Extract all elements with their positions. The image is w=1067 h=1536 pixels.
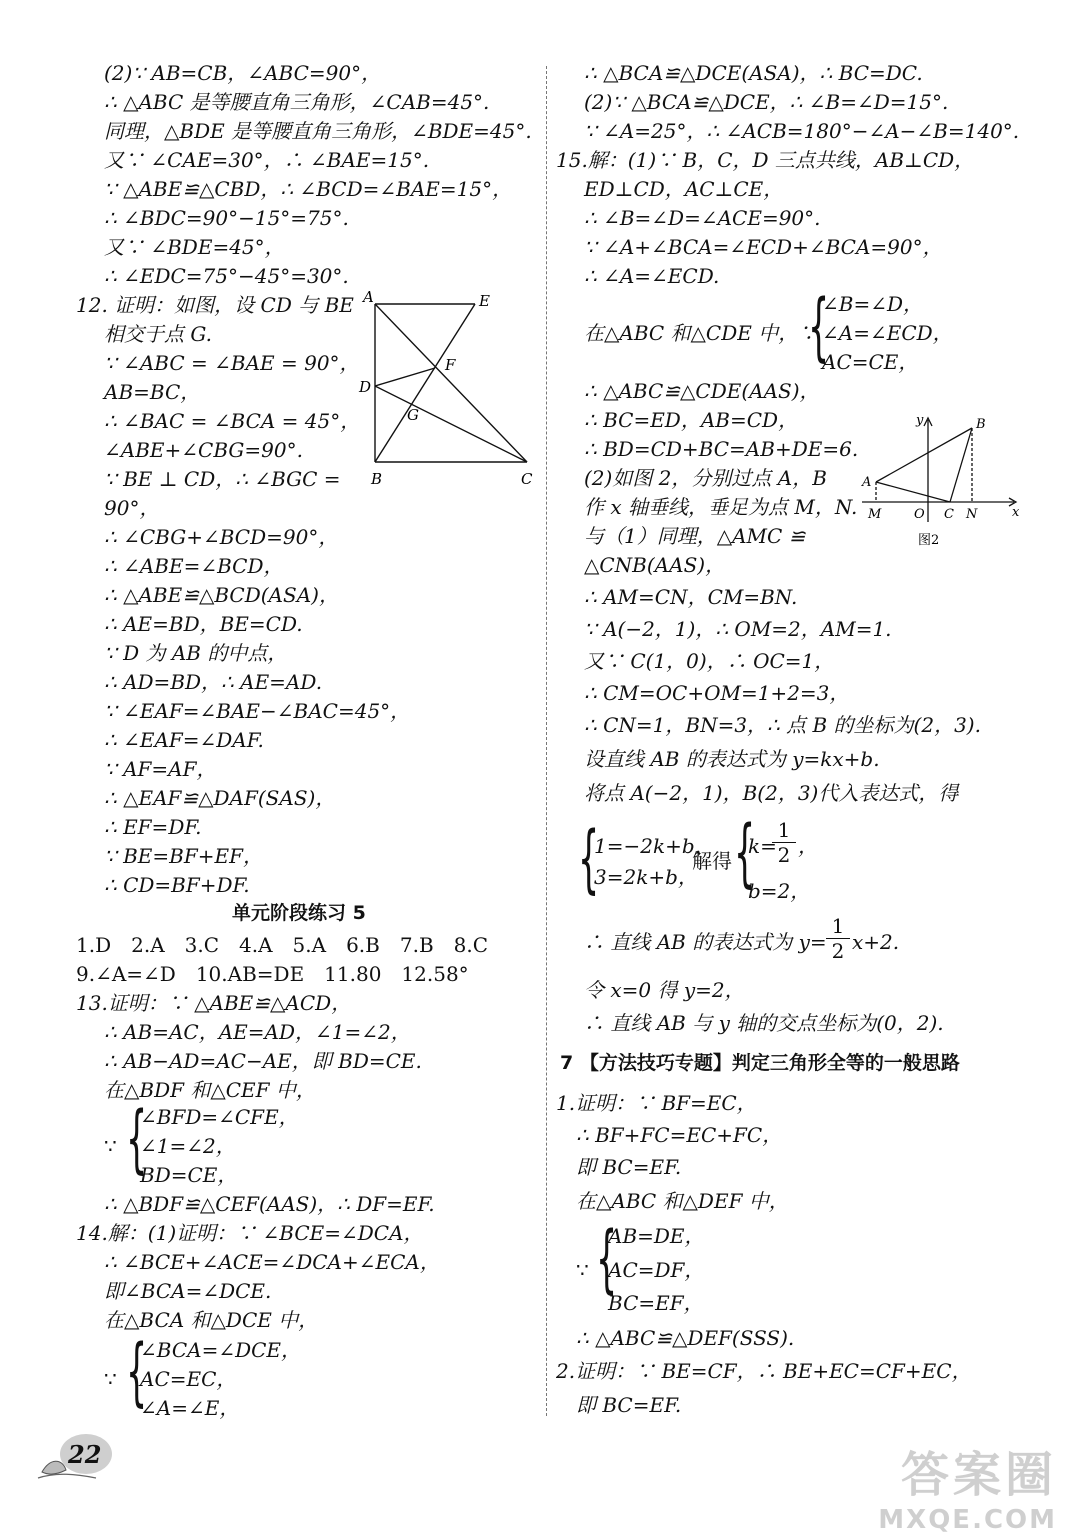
label-M: M bbox=[868, 507, 882, 522]
numerator: 1 bbox=[826, 914, 850, 939]
text-line: ∴ ∠EAF=∠DAF. bbox=[104, 728, 264, 752]
label-y: y bbox=[916, 413, 924, 428]
label-O: O bbox=[914, 507, 925, 522]
text-line: ∴ AE=BD，BE=CD. bbox=[104, 612, 303, 636]
text-line: (2)如图 2，分别过点 A，B bbox=[584, 466, 827, 490]
label-G: G bbox=[407, 406, 419, 424]
brace-line: ∠BCA=∠DCE， bbox=[140, 1338, 302, 1362]
brace-icon: { bbox=[596, 1216, 618, 1302]
text-line: ∵ ∠A=25°，∴ ∠ACB=180°−∠A−∠B=140°. bbox=[584, 119, 1020, 143]
text-line: 与（1）同理，△AMC ≌ bbox=[584, 524, 806, 548]
text-line: 令 x=0 得 y=2， bbox=[584, 978, 745, 1002]
section-7-title: 7 【方法技巧专题】判定三角形全等的一般思路 bbox=[560, 1052, 960, 1074]
text-line: 又∵ C(1，0)，∴ OC=1， bbox=[584, 649, 835, 673]
text-line: ∴ △BCA≌△DCE(ASA)，∴ BC=DC. bbox=[584, 61, 923, 85]
text-line: ∴ ∠A=∠ECD. bbox=[584, 264, 720, 288]
text-line: 在△BDF 和△CEF 中， bbox=[104, 1078, 316, 1102]
text-line: ∴ CD=BF+DF. bbox=[104, 873, 250, 897]
segment-EB bbox=[375, 304, 475, 462]
brace-icon: { bbox=[126, 1329, 148, 1415]
text-line: ∠ABE+∠CBG=90°. bbox=[104, 438, 303, 462]
label-N: N bbox=[966, 507, 978, 522]
text-line: ∵ BE=BF+EF， bbox=[104, 844, 263, 868]
text-line: (2)∵ △BCA≌△DCE，∴ ∠B=∠D=15°. bbox=[584, 90, 949, 114]
brace-line: AC=DF， bbox=[608, 1258, 705, 1282]
text-line: 在△ABC 和△CDE 中，∵ bbox=[584, 321, 819, 345]
column-divider bbox=[546, 66, 547, 1416]
denominator: 2 bbox=[777, 843, 791, 867]
equation-line: 3=2k+b， bbox=[594, 865, 698, 889]
brace-line: BC=EF， bbox=[608, 1291, 704, 1315]
text-line: △CNB(AAS)， bbox=[584, 553, 726, 577]
segment-AC bbox=[876, 482, 950, 502]
watermark-url: MXQE.COM bbox=[878, 1505, 1057, 1535]
label-E: E bbox=[479, 292, 490, 310]
text-line: ∴ △ABC≌△DEF(SSS). bbox=[576, 1326, 795, 1350]
because-symbol: ∵ bbox=[104, 1134, 117, 1158]
equation-line: k= bbox=[748, 834, 777, 858]
question-12: 12. 证明：如图，设 CD 与 BE bbox=[76, 293, 354, 317]
text-line: ∴ CN=1，BN=3，∴ 点 B 的坐标为(2，3). bbox=[584, 713, 981, 737]
label-D: D bbox=[359, 378, 372, 396]
solve-word: 解得 bbox=[692, 849, 732, 873]
text-line: ∴ BD=CD+BC=AB+DE=6. bbox=[584, 437, 859, 461]
text-line: 在△BCA 和△DCE 中， bbox=[104, 1308, 319, 1332]
label-x: x bbox=[1012, 505, 1020, 520]
text-line: ∴ BC=ED，AB=CD， bbox=[584, 408, 799, 432]
segment-DF bbox=[375, 368, 435, 386]
brace-line: AC=CE， bbox=[822, 350, 919, 374]
brace-icon: { bbox=[734, 810, 756, 896]
figure-q12 bbox=[355, 288, 545, 488]
comma: ， bbox=[798, 834, 818, 858]
text-line: ∴ AB=AC，AE=AD，∠1=∠2， bbox=[104, 1020, 411, 1044]
text-line: ∴ CM=OC+OM=1+2=3， bbox=[584, 681, 850, 705]
brace-line: AC=EC， bbox=[140, 1367, 237, 1391]
s7-question-2: 2.证明：∵ BE=CF，∴ BE+EC=CF+EC， bbox=[556, 1359, 972, 1383]
brace-icon: { bbox=[808, 284, 830, 370]
text-line: 即 BC=EF. bbox=[576, 1155, 682, 1179]
text-line: ∴ AB−AD=AC−AE，即 BD=CE. bbox=[104, 1049, 422, 1073]
figure-caption: 图2 bbox=[918, 533, 940, 548]
text-line: ∴ ∠BCE+∠ACE=∠DCA+∠ECA， bbox=[104, 1250, 440, 1274]
brace-line: BD=CE， bbox=[140, 1163, 238, 1187]
fraction bbox=[826, 914, 850, 963]
label-B: B bbox=[976, 417, 986, 432]
text-line: ∴ △BDF≌△CEF(AAS)，∴ DF=EF. bbox=[104, 1192, 435, 1216]
segment-AC bbox=[375, 304, 527, 462]
equation-line: b=2， bbox=[748, 879, 811, 903]
because-symbol: ∵ bbox=[104, 1367, 117, 1391]
brace-line: ∠BFD=∠CFE， bbox=[140, 1105, 299, 1129]
text-line: 相交于点 G. bbox=[104, 322, 212, 346]
text-line: ∵ ∠EAF=∠BAE−∠BAC=45°， bbox=[104, 699, 411, 723]
question-14: 14.解：(1)证明：∵ ∠BCE=∠DCA， bbox=[76, 1221, 424, 1245]
answers-row-1: 1.D 2.A 3.C 4.A 5.A 6.B 7.B 8.C bbox=[76, 933, 489, 957]
brace-line: AB=DE， bbox=[608, 1224, 705, 1248]
brace-line: ∠B=∠D， bbox=[822, 292, 924, 316]
text-line: ∵ ∠A+∠BCA=∠ECD+∠BCA=90°， bbox=[584, 235, 943, 259]
text-line: ∵ AF=AF， bbox=[104, 757, 217, 781]
text-line: 即 BC=EF. bbox=[576, 1393, 682, 1417]
text-line: ∵ ∠ABC = ∠BAE = 90°， bbox=[104, 351, 360, 375]
text-line: ∴ ∠ABE=∠BCD， bbox=[104, 554, 284, 578]
text-line: ∵ D 为 AB 的中点， bbox=[104, 641, 288, 665]
text-line: ∴ EF=DF. bbox=[104, 815, 202, 839]
label-A: A bbox=[363, 288, 374, 306]
text-line: AB=BC， bbox=[104, 380, 201, 404]
watermark-text: 答案圈 bbox=[900, 1447, 1057, 1503]
text-line: (2)∵ AB=CB，∠ABC=90°， bbox=[104, 61, 382, 85]
because-symbol: ∵ bbox=[576, 1258, 589, 1282]
text-line: ∴ △ABC≌△CDE(AAS)， bbox=[584, 379, 820, 403]
brace-line: ∠A=∠ECD， bbox=[822, 321, 953, 345]
text-line: ∴ AD=BD，∴ AE=AD. bbox=[104, 670, 323, 694]
equation-line: 1=−2k+b， bbox=[594, 834, 715, 858]
text-line: 又∵ ∠CAE=30°，∴ ∠BAE=15°. bbox=[104, 148, 430, 172]
question-15: 15.解：(1)∵ B，C，D 三点共线，AB⊥CD， bbox=[556, 148, 975, 172]
text-line: ∴ 直线 AB 的表达式为 y= bbox=[584, 930, 827, 954]
text-line: 同理，△BDE 是等腰直角三角形，∠BDE=45°. bbox=[104, 119, 532, 143]
page-number-badge bbox=[36, 1428, 118, 1484]
text-line: ∵ △ABE≌△CBD，∴ ∠BCD=∠BAE=15°， bbox=[104, 177, 513, 201]
text-line: 将点 A(−2，1)，B(2，3)代入表达式，得 bbox=[584, 781, 959, 805]
text-line: ∴ BF+FC=EC+FC， bbox=[576, 1123, 783, 1147]
page-number: 22 bbox=[68, 1440, 102, 1469]
s7-question-1: 1.证明：∵ BF=EC， bbox=[556, 1091, 757, 1115]
text-line: ∴ △ABC 是等腰直角三角形，∠CAB=45°. bbox=[104, 90, 490, 114]
segment-AB bbox=[876, 428, 972, 482]
fraction bbox=[772, 818, 796, 867]
label-B: B bbox=[371, 470, 383, 488]
segment-DC bbox=[375, 386, 527, 462]
text-line: 作 x 轴垂线，垂足为点 M，N. bbox=[584, 495, 858, 519]
text-line: ∴ 直线 AB 与 y 轴的交点坐标为(0，2). bbox=[584, 1011, 944, 1035]
text-line: 又∵ ∠BDE=45°， bbox=[104, 235, 285, 259]
brace-line: ∠1=∠2， bbox=[140, 1134, 236, 1158]
text-line: ∴ ∠BDC=90°−15°=75°. bbox=[104, 206, 349, 230]
text-line: ∴ ∠CBG+∠BCD=90°， bbox=[104, 525, 339, 549]
text-line: ED⊥CD，AC⊥CE， bbox=[584, 177, 784, 201]
unit-title: 单元阶段练习 5 bbox=[232, 902, 366, 924]
text-line: x+2. bbox=[852, 930, 900, 954]
numerator: 1 bbox=[772, 818, 796, 843]
question-13: 13.证明：∵ △ABE≌△ACD， bbox=[76, 991, 352, 1015]
answers-row-2: 9.∠A=∠D 10.AB=DE 11.80 12.58° bbox=[76, 962, 469, 986]
label-F: F bbox=[445, 356, 456, 374]
text-line: 在△ABC 和△DEF 中， bbox=[576, 1189, 789, 1213]
text-line: ∴ △EAF≌△DAF(SAS)， bbox=[104, 786, 336, 810]
text-line: 设直线 AB 的表达式为 y=kx+b. bbox=[584, 747, 880, 771]
text-line: 90°， bbox=[104, 496, 160, 520]
text-line: ∴ △ABE≌△BCD(ASA)， bbox=[104, 583, 339, 607]
label-A: A bbox=[862, 475, 872, 490]
text-line: ∵ A(−2，1)，∴ OM=2，AM=1. bbox=[584, 617, 892, 641]
label-C: C bbox=[521, 470, 533, 488]
text-line: ∴ ∠EDC=75°−45°=30°. bbox=[104, 264, 349, 288]
label-C: C bbox=[944, 507, 954, 522]
denominator: 2 bbox=[831, 939, 845, 963]
brace-icon: { bbox=[578, 816, 600, 902]
brace-icon: { bbox=[126, 1096, 148, 1182]
text-line: ∴ AM=CN，CM=BN. bbox=[584, 585, 798, 609]
figure-2 bbox=[858, 410, 1026, 550]
watermark bbox=[817, 1436, 1057, 1535]
text-line: ∵ BE ⊥ CD，∴ ∠BGC = bbox=[104, 467, 341, 491]
text-line: 即∠BCA=∠DCE. bbox=[104, 1279, 272, 1303]
text-line: ∴ ∠B=∠D=∠ACE=90°. bbox=[584, 206, 821, 230]
brace-line: ∠A=∠E， bbox=[140, 1396, 240, 1420]
text-line: ∴ ∠BAC = ∠BCA = 45°， bbox=[104, 409, 361, 433]
